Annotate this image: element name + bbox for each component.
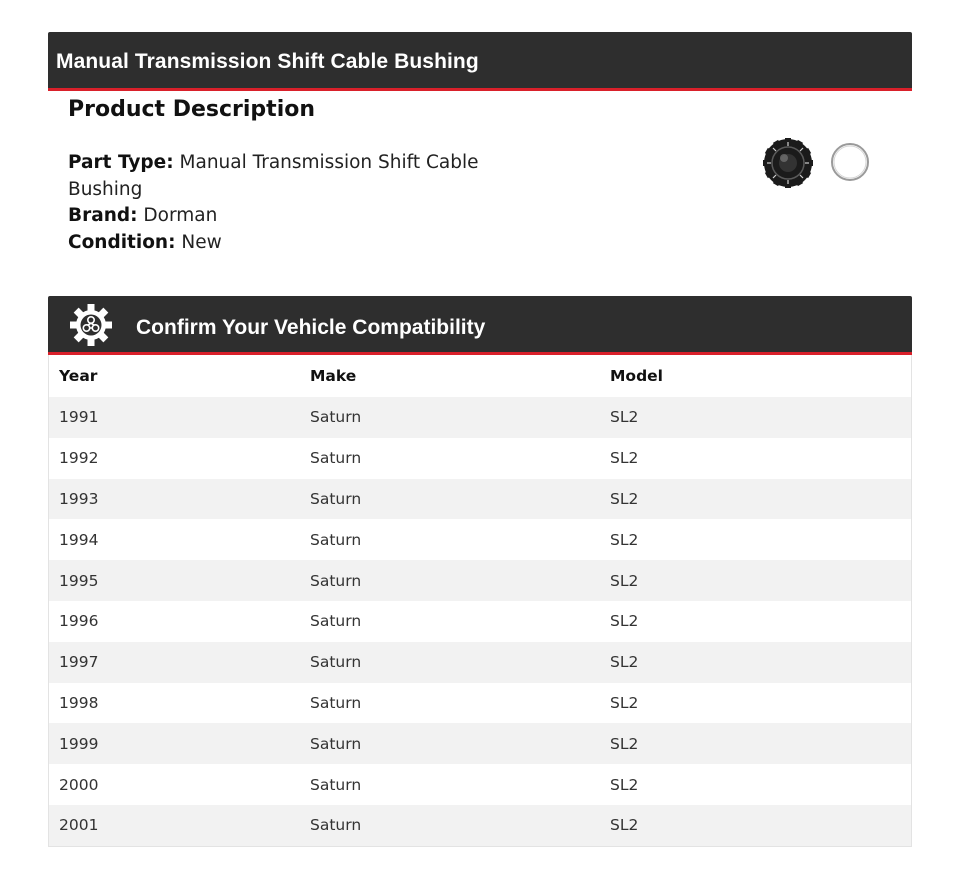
table-row — [49, 479, 911, 520]
product-image-strip — [762, 138, 874, 190]
model-cell: SL2 — [600, 683, 911, 724]
make-cell: Saturn — [300, 601, 600, 642]
part-type-row — [68, 150, 488, 203]
brand-value: Dorman — [143, 205, 218, 226]
year-cell: 1995 — [49, 560, 300, 601]
condition-label: Condition: — [68, 231, 176, 253]
column-header-make: Make — [300, 355, 600, 397]
product-title-bar — [48, 32, 912, 91]
model-cell: SL2 — [600, 438, 911, 479]
table-row — [49, 560, 911, 601]
compatibility-title: Confirm Your Vehicle Compatibility — [136, 316, 486, 339]
make-cell: Saturn — [300, 642, 600, 683]
condition-value: New — [181, 231, 222, 253]
model-cell: SL2 — [600, 723, 911, 764]
part-type-value: Manual Transmission Shift Cable Bushing — [68, 152, 479, 200]
model-cell: SL2 — [600, 764, 911, 805]
table-row — [49, 397, 911, 438]
part-type-label: Part Type: — [68, 152, 174, 173]
table-row — [49, 683, 911, 724]
model-cell: SL2 — [600, 519, 911, 560]
product-description-body — [68, 150, 488, 256]
year-cell: 2001 — [49, 805, 300, 846]
table-row — [49, 601, 911, 642]
year-cell: 1998 — [49, 683, 300, 724]
year-cell: 1992 — [49, 438, 300, 479]
model-cell: SL2 — [600, 560, 911, 601]
compatibility-bar — [48, 296, 912, 355]
table-row — [49, 642, 911, 683]
table-header-row — [49, 355, 911, 397]
year-cell: 1997 — [49, 642, 300, 683]
product-title: Manual Transmission Shift Cable Bushing — [56, 50, 479, 73]
gear-icon — [70, 304, 112, 346]
make-cell: Saturn — [300, 560, 600, 601]
year-cell: 1994 — [49, 519, 300, 560]
column-header-year: Year — [49, 355, 300, 397]
bushing-black-icon[interactable] — [763, 138, 813, 188]
ring-white-icon[interactable] — [832, 144, 868, 180]
make-cell: Saturn — [300, 805, 600, 846]
make-cell: Saturn — [300, 519, 600, 560]
make-cell: Saturn — [300, 723, 600, 764]
table-row — [49, 438, 911, 479]
year-cell: 1993 — [49, 479, 300, 520]
year-cell: 1991 — [49, 397, 300, 438]
model-cell: SL2 — [600, 805, 911, 846]
model-cell: SL2 — [600, 642, 911, 683]
model-cell: SL2 — [600, 479, 911, 520]
table-row — [49, 764, 911, 805]
model-cell: SL2 — [600, 601, 911, 642]
brand-label: Brand: — [68, 205, 138, 226]
model-cell: SL2 — [600, 397, 911, 438]
brand-row — [68, 203, 488, 230]
make-cell: Saturn — [300, 683, 600, 724]
condition-row — [68, 230, 488, 257]
compatibility-table — [48, 355, 912, 847]
year-cell: 1996 — [49, 601, 300, 642]
table-row — [49, 805, 911, 846]
make-cell: Saturn — [300, 438, 600, 479]
make-cell: Saturn — [300, 479, 600, 520]
product-description-heading: Product Description — [68, 97, 316, 122]
make-cell: Saturn — [300, 764, 600, 805]
table-row — [49, 519, 911, 560]
product-images — [762, 138, 874, 190]
column-header-model: Model — [600, 355, 911, 397]
table-row — [49, 723, 911, 764]
year-cell: 1999 — [49, 723, 300, 764]
make-cell: Saturn — [300, 397, 600, 438]
year-cell: 2000 — [49, 764, 300, 805]
